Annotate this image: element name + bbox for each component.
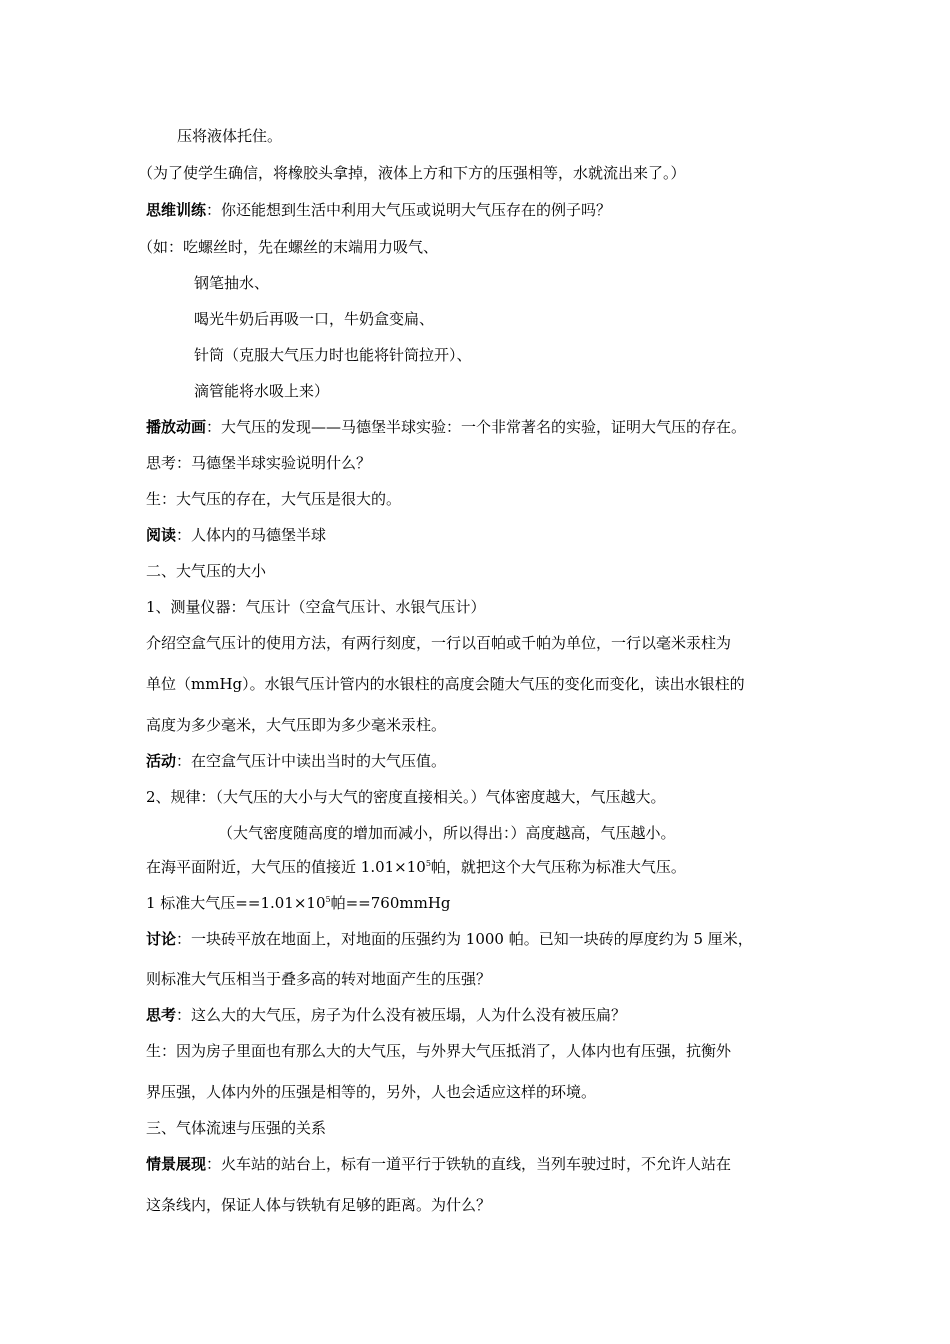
text-line: （大气密度随高度的增加而减小，所以得出：）高度越高，气压越小。 (218, 824, 676, 842)
bold-label: 思考 (146, 1006, 177, 1024)
superscript: 5 (325, 895, 331, 904)
text-line: 介绍空盒气压计的使用方法，有两行刻度，一行以百帕或千帕为单位，一行以毫米汞柱为 (146, 634, 732, 652)
text-content: 在海平面附近，大气压的值接近 1.01×10 (146, 858, 426, 876)
bold-label: 情景展现 (146, 1155, 207, 1173)
text-line (146, 200, 611, 220)
text-content: ：在空盒气压计中读出当时的大气压值。 (176, 752, 447, 770)
text-line (146, 893, 451, 913)
text-content: ：大气压的发现——马德堡半球实验：一个非常著名的实验，证明大气压的存在。 (206, 418, 747, 436)
text-line (146, 929, 753, 949)
text-line (146, 1154, 731, 1174)
bold-label: 活动 (146, 752, 177, 770)
text-content: ：你还能想到生活中利用大气压或说明大气压存在的例子吗？ (206, 201, 612, 219)
text-line: 压将液体托住。 (177, 127, 283, 145)
text-content: 帕，就把这个大气压称为标准大气压。 (430, 858, 686, 876)
bold-label: 阅读 (146, 526, 177, 544)
superscript: 5 (425, 859, 431, 868)
bold-label: 思维训练 (146, 201, 207, 219)
text-content: ：这么大的大气压，房子为什么没有被压塌，人为什么没有被压扁？ (176, 1006, 627, 1024)
text-content: 1 标准大气压==1.01×10 (146, 894, 326, 912)
text-line (146, 525, 326, 545)
text-line: （如：吃螺丝时，先在螺丝的末端用力吸气、 (138, 238, 439, 256)
bold-label: 讨论 (146, 930, 177, 948)
text-line: 界压强，人体内外的压强是相等的，另外，人也会适应这样的环境。 (146, 1083, 597, 1101)
text-line (146, 1005, 626, 1025)
text-line: 喝光牛奶后再吸一口，牛奶盒变扁、 (194, 310, 435, 328)
text-line: 2、规律：（大气压的大小与大气的密度直接相关。）气体密度越大，气压越大。 (146, 788, 666, 806)
text-line: 高度为多少毫米，大气压即为多少毫米汞柱。 (146, 716, 447, 734)
section-heading: 三、气体流速与压强的关系 (146, 1119, 327, 1137)
text-line (146, 857, 686, 877)
text-content: ：火车站的站台上，标有一道平行于铁轨的直线，当列车驶过时，不允许人站在 (206, 1155, 732, 1173)
text-content: ：一块砖平放在地面上，对地面的压强约为 1000 帕。已知一块砖的厚度约为 5 厘米， (176, 930, 753, 948)
section-heading: 二、大气压的大小 (146, 562, 267, 580)
text-line: 单位（mmHg）。水银气压计管内的水银柱的高度会随大气压的变化而变化，读出水银柱的 (146, 675, 745, 693)
text-content: ：人体内的马德堡半球 (176, 526, 327, 544)
text-line: 1、测量仪器：气压计（空盒气压计、水银气压计） (146, 598, 486, 616)
text-line: 这条线内，保证人体与铁轨有足够的距离。为什么？ (146, 1196, 492, 1214)
text-line (146, 751, 446, 771)
text-line: 思考：马德堡半球实验说明什么？ (146, 454, 372, 472)
bold-label: 播放动画 (146, 418, 207, 436)
text-line: 则标准大气压相当于叠多高的转对地面产生的压强？ (146, 970, 492, 988)
text-line (146, 417, 746, 437)
text-line: 针筒（克服大气压力时也能将针筒拉开）、 (194, 346, 472, 364)
text-content: 帕==760mmHg (330, 894, 451, 912)
text-line: 钢笔抽水、 (194, 274, 270, 292)
text-line: 生：因为房子里面也有那么大的大气压，与外界大气压抵消了，人体内也有压强，抗衡外 (146, 1042, 732, 1060)
text-line: 滴管能将水吸上来） (194, 382, 330, 400)
text-line: （为了使学生确信，将橡胶头拿掉，液体上方和下方的压强相等，水就流出来了。） (138, 164, 686, 182)
text-line: 生：大气压的存在，大气压是很大的。 (146, 490, 402, 508)
